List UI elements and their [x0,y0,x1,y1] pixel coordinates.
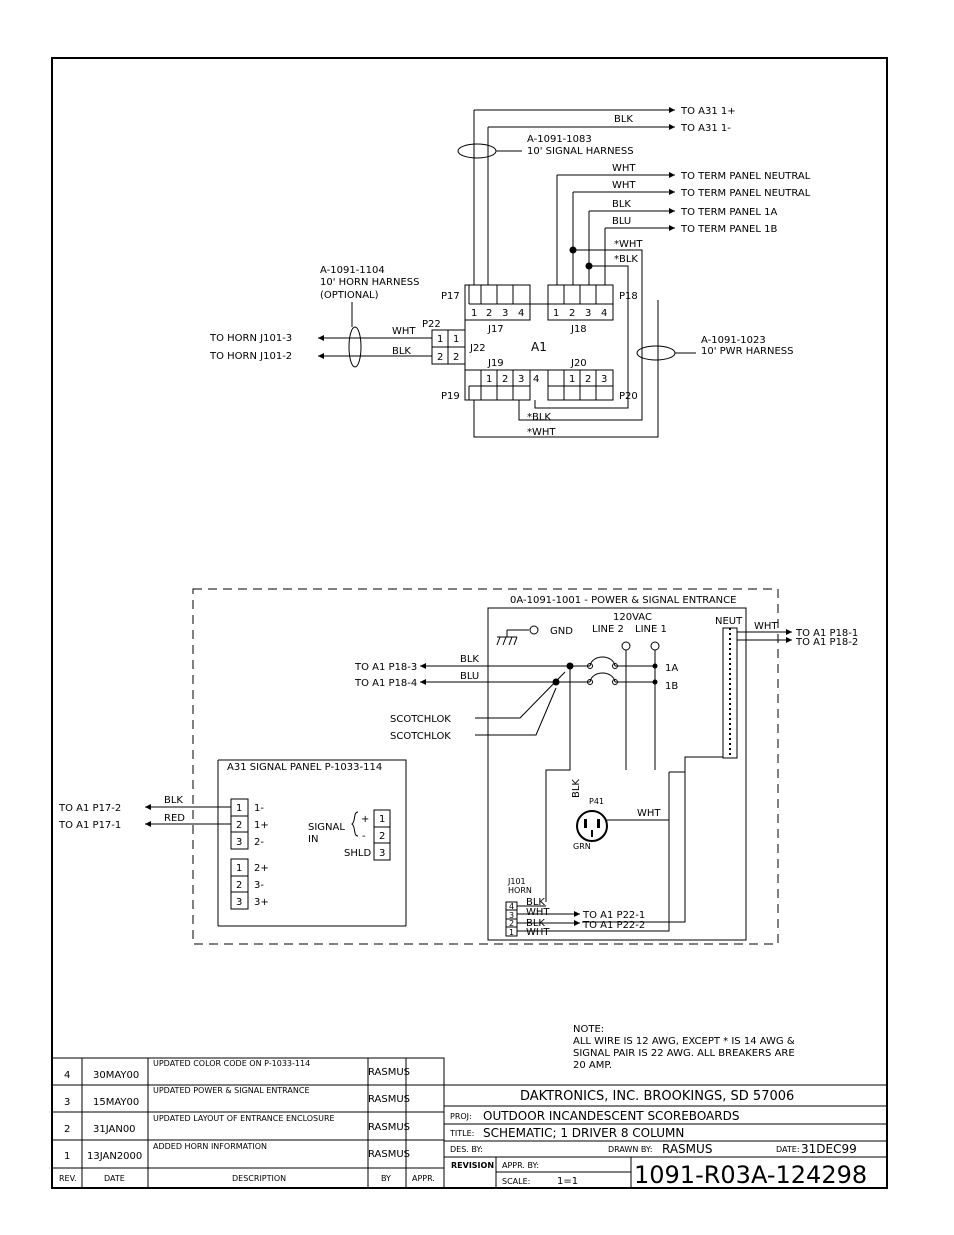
label-blu-p18-4: BLU [460,671,480,682]
rev-2-date: 31JAN00 [93,1124,136,1135]
power-harness-desc: 10' PWR HARNESS [701,346,794,357]
sig-term-1-minus: 1- [254,803,264,814]
j20-pin-1: 1 [569,374,576,385]
j19-pin-2: 2 [502,374,509,385]
rev-3-date: 15MAY00 [93,1097,140,1108]
label-red-p17: RED [164,813,185,824]
label-blk-p17: BLK [164,795,183,806]
j101-pin-2: 2 [509,919,515,928]
label-p19: P19 [441,391,460,402]
terminal-1b-dot [653,680,658,685]
rev-4-by: RASMUS [368,1067,411,1078]
sig-term-3-plus: 3+ [254,897,269,908]
label-to-p22-1: TO A1 P22-1 [583,910,646,921]
label-j101: J101 [508,877,526,886]
rev-header-rev: REV. [59,1174,77,1183]
scale-value: 1=1 [557,1176,579,1187]
proj-label: PROJ: [450,1112,472,1121]
label-j19: J19 [488,358,504,369]
drawing-number: 1091-R03A-124298 [634,1161,868,1189]
label-to-horn-3: TO HORN J101-3 [210,333,293,344]
power-harness-pn: A-1091-1023 [701,335,766,346]
power-harness-marker [637,346,675,360]
label-to-p18-2: TO A1 P18-2 [796,637,859,648]
des-by-label: DES. BY: [450,1145,483,1154]
sig-pin-5: 2 [236,880,243,891]
label-scotchlok-2: SCOTCHLOK [390,731,451,742]
rev-1-by: RASMUS [368,1149,411,1160]
label-p18: P18 [619,291,638,302]
note-line-2: SIGNAL PAIR IS 22 AWG. ALL BREAKERS ARE [573,1048,795,1059]
signal-panel-title: A31 SIGNAL PANEL P-1033-114 [227,762,383,773]
revision-table [52,1058,444,1188]
j18-pin-2: 2 [569,308,576,319]
sig-pin-4: 1 [236,863,243,874]
j20-pin-3: 3 [601,374,608,385]
rev-1-desc: ADDED HORN INFORMATION [153,1142,268,1151]
label-star-wht-bottom: *WHT [527,427,556,438]
label-blk-p18-3: BLK [460,654,479,665]
drawing-title: SCHEMATIC; 1 DRIVER 8 COLUMN [483,1126,685,1140]
entrance-title: 0A-1091-1001 - POWER & SIGNAL ENTRANCE [510,595,737,606]
label-in: IN [308,834,319,845]
label-gnd: GND [550,626,573,637]
horn-harness-marker [349,327,361,367]
wire-star-blk [535,266,628,408]
label-to-p17-2: TO A1 P17-2 [59,803,122,814]
j101-wire-wht-3: WHT [526,907,550,918]
scale-label: SCALE: [502,1177,531,1186]
j22-pin-1a: 1 [437,334,444,345]
revision-label: REVISION [451,1161,495,1170]
label-blu-1b: BLU [612,216,632,227]
label-j17: J17 [488,324,504,335]
project-name: OUTDOOR INCANDESCENT SCOREBOARDS [483,1109,740,1123]
label-a1: A1 [531,340,547,354]
label-term-1b: TO TERM PANEL 1B [681,224,778,235]
sig-term-3-minus: 3- [254,880,264,891]
line-2-terminal [622,642,630,650]
horn-harness-pn: A-1091-1104 [320,265,385,276]
label-blk-vertical: BLK [571,779,582,798]
label-to-p18-1: TO A1 P18-1 [796,628,859,639]
label-wht-horn: WHT [392,326,416,337]
rev-4-desc: UPDATED COLOR CODE ON P-1033-114 [153,1059,311,1068]
j22-pin-2b: 2 [453,352,460,363]
rev-header-date: DATE [104,1174,125,1183]
label-to-a31-plus: TO A31 1+ [681,106,736,117]
j101-pin-1: 1 [509,928,515,937]
rev-2-by: RASMUS [368,1122,411,1133]
signal-harness-desc: 10' SIGNAL HARNESS [527,146,634,157]
rev-1-num: 1 [64,1151,71,1162]
label-star-blk-top: *BLK [614,254,638,265]
note-line-3: 20 AMP. [573,1060,613,1071]
label-p17: P17 [441,291,460,302]
company-name: DAKTRONICS, INC. BROOKINGS, SD 57006 [520,1089,795,1104]
wire-blk-drop [546,666,570,902]
sig-pin-6: 3 [236,897,243,908]
input-plus: + [361,814,370,825]
junction-dot-2 [586,263,593,270]
label-1a: 1A [665,663,679,674]
sig-pin-1: 1 [236,803,243,814]
title-block [444,1085,887,1189]
label-horn: HORN [508,886,532,895]
line-supply-wires [626,650,655,770]
j19-pin-3: 3 [518,374,525,385]
sig-term-1-plus: 1+ [254,820,269,831]
label-line-1: LINE 1 [635,624,667,635]
connector-j19 [465,370,539,400]
rev-1-date: 13JAN2000 [87,1151,143,1162]
j101-pin-4: 4 [509,902,515,911]
rev-3-num: 3 [64,1097,71,1108]
j17-pin-1: 1 [471,308,478,319]
sig-term-2-minus: 2- [254,837,264,848]
j17-pin-2: 2 [486,308,493,319]
j101-pin-3: 3 [509,911,515,920]
note-label: NOTE: [573,1024,605,1035]
entrance-enclosure-diagram [58,589,858,944]
sig-term-2-plus: 2+ [254,863,269,874]
label-j22: J22 [470,343,486,354]
label-neut: NEUT [715,616,743,627]
breaker-icon [590,657,615,682]
input-pin-3: 3 [379,848,386,859]
j17-pin-3: 3 [502,308,509,319]
label-wht-1: WHT [612,163,636,174]
j19-pin-4: 4 [533,374,540,385]
junction-dot-blu [553,679,560,686]
note-line-1: ALL WIRE IS 12 AWG, EXCEPT * IS 14 AWG & [573,1036,795,1047]
rev-4-date: 30MAY00 [93,1070,140,1081]
appr-by-label: APPR. BY: [502,1161,540,1170]
rev-header-desc: DESCRIPTION [232,1174,287,1183]
label-term-neutral-2: TO TERM PANEL NEUTRAL [681,188,811,199]
drawn-by: RASMUS [662,1142,713,1156]
label-line-2: LINE 2 [592,624,624,635]
label-signal: SIGNAL [308,822,345,833]
label-to-p18-3: TO A1 P18-3 [355,662,418,673]
label-grn: GRN [573,842,591,851]
wire-wht-p22-1 [582,757,723,922]
j101-wire-blk-2: BLK [526,918,545,929]
input-pin-2: 2 [379,831,386,842]
label-p20: P20 [619,391,638,402]
label-p41: P41 [589,797,605,806]
horn-harness-optional: (OPTIONAL) [320,290,379,301]
sig-pin-3: 3 [236,837,243,848]
signal-panel-terminals [231,799,248,909]
input-pin-1: 1 [379,814,386,825]
junction-dot-1 [570,247,577,254]
rev-header-by: BY [381,1174,391,1183]
sig-pin-2: 2 [236,820,243,831]
label-shld: SHLD [344,848,372,859]
horn-harness-desc: 10' HORN HARNESS [320,277,420,288]
j22-pin-2a: 2 [437,352,444,363]
label-120vac: 120VAC [613,612,652,623]
j101-wire-blk-4: BLK [526,897,545,908]
date-label: DATE: [776,1145,800,1154]
a1-driver-diagram [209,106,811,438]
rev-3-by: RASMUS [368,1094,411,1105]
title-label: TITLE: [450,1129,475,1138]
drawn-by-label: DRAWN BY: [608,1145,653,1154]
receptacle-p41-icon [577,811,607,841]
label-blk-horn: BLK [392,346,411,357]
line-1-terminal [651,642,659,650]
label-scotchlok-1: SCOTCHLOK [390,714,451,725]
j20-pin-2: 2 [585,374,592,385]
label-1b: 1B [665,681,679,692]
connector-j17 [465,285,530,320]
j22-pin-1b: 1 [453,334,460,345]
label-to-p22-2: TO A1 P22-2 [583,920,646,931]
label-to-a31-minus: TO A31 1- [681,123,731,134]
scotchlok-leader-2 [475,688,556,735]
label-j20: J20 [571,358,587,369]
label-wht-neut: WHT [754,621,778,632]
label-wht-receptacle: WHT [637,808,661,819]
ground-icon [497,626,538,645]
j18-pin-4: 4 [601,308,608,319]
input-minus: - [362,831,366,842]
label-star-wht-top: *WHT [614,239,643,250]
signal-harness-pn: A-1091-1083 [527,134,592,145]
rev-header-appr: APPR. [412,1174,435,1183]
connector-j20 [548,370,613,400]
rev-2-num: 2 [64,1124,71,1135]
label-term-1a: TO TERM PANEL 1A [681,207,778,218]
j18-pin-3: 3 [585,308,592,319]
label-blk-1a: BLK [612,199,631,210]
terminal-1a-dot [653,664,658,669]
drawing-date: 31DEC99 [801,1142,857,1156]
rev-3-desc: UPDATED POWER & SIGNAL ENTRANCE [153,1086,310,1095]
label-p22: P22 [422,319,441,330]
j17-pin-4: 4 [518,308,525,319]
rev-4-num: 4 [64,1070,71,1081]
connector-j22 [432,330,465,364]
rev-2-desc: UPDATED LAYOUT OF ENTRANCE ENCLOSURE [153,1114,335,1123]
label-to-p18-4: TO A1 P18-4 [355,678,418,689]
label-term-neutral-1: TO TERM PANEL NEUTRAL [681,171,811,182]
label-star-blk-bottom: *BLK [527,412,551,423]
label-blk-a31: BLK [614,114,633,125]
label-wht-2: WHT [612,180,636,191]
label-to-horn-2: TO HORN J101-2 [210,351,293,362]
label-to-p17-1: TO A1 P17-1 [59,820,122,831]
drawing-note [573,1024,795,1071]
label-j18: J18 [571,324,587,335]
j19-pin-1: 1 [486,374,493,385]
j18-pin-1: 1 [553,308,560,319]
j101-wire-wht-1: WHT [526,927,550,938]
signal-harness-marker [458,144,496,158]
connector-j18 [548,285,613,320]
